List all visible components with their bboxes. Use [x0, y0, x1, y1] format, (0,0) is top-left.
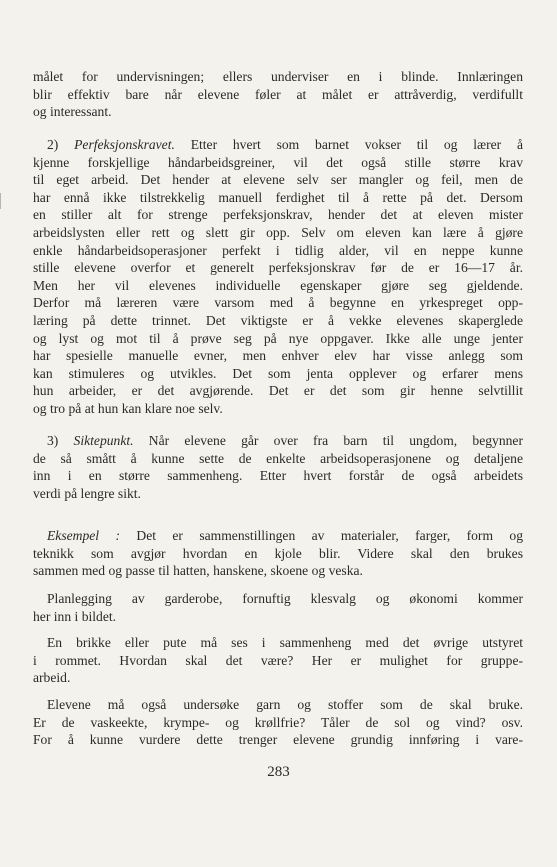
- text-run: Når elevene går over fra barn til ungdom, begynner: [148, 433, 523, 448]
- text-line: til eget arbeid. Det hender at elevene selv ser mangler og feil, men de: [33, 172, 523, 188]
- text-line: har ennå ikke tilstrekkelig manuell ferdighet til å rette på det. Dersom: [33, 189, 523, 205]
- text-line: blir effektiv bare når elevene føler at målet er attråverdig, verdifullt: [33, 86, 523, 102]
- item-number: 2): [47, 137, 59, 152]
- text-line: hun arbeider, er det avgjørende. Det er det som gir henne selvtillit: [33, 383, 523, 399]
- text-line: Er de vaskeekte, krympe- og krøllfrie? Tåler de sol og vind? osv.: [33, 714, 523, 730]
- paragraph-7: [33, 696, 523, 749]
- text-run: Det er sammenstillingen av materialer, farger, form og: [136, 528, 523, 543]
- text-line: de så smått å kunne sette de enkelte arbeidsoperasjonene og detaljene: [33, 450, 523, 466]
- text-line: Derfor må læreren være varsom med å begynne en yrkespreget opp-: [33, 295, 523, 311]
- paragraph-2: [33, 136, 523, 418]
- text-line: her inn i bildet.: [33, 608, 117, 624]
- text-line: og lyst og mot til å prøve seg på nye oppgaver. Ikke alle unge jenter: [33, 330, 523, 346]
- text-line: teknikk som avgjør hvordan en kjole blir. Videre skal den brukes: [33, 545, 523, 561]
- text-line: kjenne forskjellige håndarbeidsgreiner, vil det også stille større krav: [33, 154, 523, 170]
- paragraph-5: [33, 590, 523, 625]
- text-line: inn i en større sammenheng. Etter hvert forstår de også arbeidets: [33, 468, 523, 484]
- text-line: Men her vil elevenes individuelle egenskaper gjøre seg gjeldende.: [33, 277, 523, 293]
- text-line-first: [33, 527, 523, 545]
- text-line: arbeidslysten eller rett og slett gir opp. Selv om eleven kan lære å gjøre: [33, 224, 523, 240]
- text-line: Elevene må også undersøke garn og stoffer som de skal bruke.: [47, 697, 523, 712]
- text-line: i rommet. Hvordan skal det være? Her er mulighet for gruppe-: [33, 652, 523, 668]
- example-heading: Eksempel :: [47, 528, 120, 543]
- section-heading: Perfeksjonskravet.: [74, 137, 175, 152]
- text-line: enkle håndarbeidsoperasjoner perfekt i tidlig alder, vil en neppe kunne: [33, 242, 523, 258]
- text-line: For å kunne vurdere dette trenger elevene grundig innføring i vare-: [33, 732, 523, 748]
- text-line: og tro på at hun kan klare noe selv.: [33, 400, 223, 416]
- text-line: Planlegging av garderobe, fornuftig klesvalg og økonomi kommer: [47, 591, 523, 606]
- text-line: har spesielle manuelle evner, men enhver elev har visse anlegg som: [33, 348, 523, 364]
- paragraph-example: [33, 527, 523, 580]
- page-number: 283: [267, 764, 290, 780]
- text-line: en stiller alt for strenge perfeksjonskrav, hender det at eleven mister: [33, 207, 523, 223]
- text-line: læring på dette trinnet. Det viktigste er å vekke elevenes skaperglede: [33, 312, 523, 328]
- text-line: En brikke eller pute må ses i sammenheng med det øvrige utstyret: [47, 635, 523, 650]
- text-line-first: [33, 432, 523, 450]
- text-run: Etter hvert som barnet vokser til og lærer å: [190, 137, 523, 152]
- item-number: 3): [47, 433, 59, 448]
- paragraph-3: [33, 432, 523, 502]
- text-line: stille elevene overfor et generelt perfeksjonskrav før de er 16—17 år.: [33, 260, 523, 276]
- text-line: sammen med og passe til hatten, hanskene, skoene og veska.: [33, 563, 363, 579]
- text-line: arbeid.: [33, 670, 71, 686]
- text-line: og interessant.: [33, 104, 112, 120]
- paragraph-1: [33, 68, 523, 121]
- page-edge-mark: [0, 193, 1, 209]
- text-line: kan stimuleres og utvikles. Det som jenta opplever og erfarer mens: [33, 365, 523, 381]
- section-heading: Siktepunkt.: [73, 433, 134, 448]
- text-line: målet for undervisningen; ellers underviser en i blinde. Innlæringen: [33, 69, 523, 84]
- text-line: verdi på lengre sikt.: [33, 485, 141, 501]
- paragraph-6: [33, 634, 523, 687]
- text-line-first: [33, 136, 523, 154]
